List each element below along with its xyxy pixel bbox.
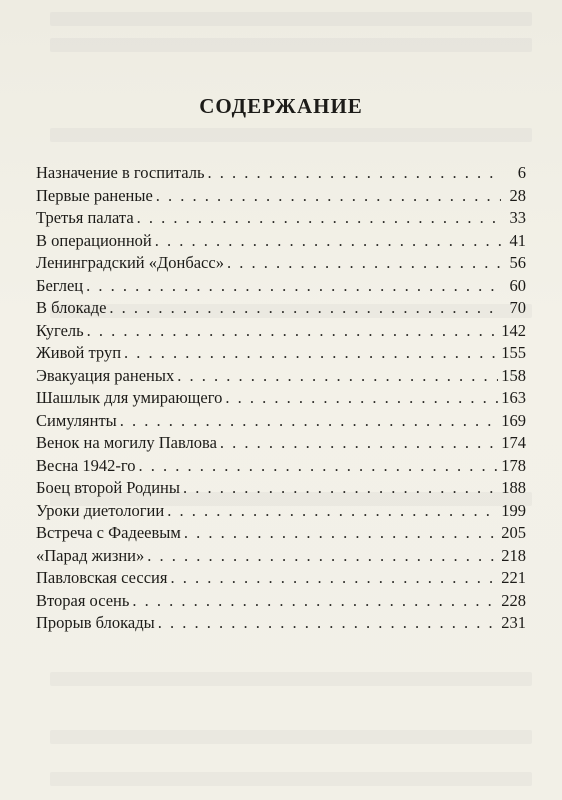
toc-entry-title: Венок на могилу Павлова xyxy=(36,433,217,452)
bleed-through-line xyxy=(50,730,532,744)
toc-entry-title: Первые раненые xyxy=(36,185,153,205)
toc-entry xyxy=(36,342,526,365)
toc-entry-page: 56 xyxy=(509,253,526,272)
toc-entry xyxy=(36,252,526,275)
toc-entry xyxy=(36,185,526,208)
toc-entry-page: 155 xyxy=(501,343,526,362)
toc-entry-title: Боец второй Родины xyxy=(36,478,180,497)
bleed-through-line xyxy=(50,772,532,786)
toc-entry-page: 221 xyxy=(501,568,526,587)
toc-entry-page: 178 xyxy=(501,455,526,475)
toc-entry-title: Уроки диетологии xyxy=(36,500,165,520)
toc-entry-page: 169 xyxy=(501,410,526,430)
toc-entry xyxy=(36,162,526,185)
toc-leader-dots xyxy=(87,320,499,343)
toc-entry xyxy=(36,477,526,500)
toc-entry xyxy=(36,500,526,523)
toc-entry-page: 60 xyxy=(509,275,526,295)
toc-entry xyxy=(36,387,526,410)
toc-entry-title: Беглец xyxy=(36,275,84,295)
toc-entry xyxy=(36,320,526,343)
toc-leader-dots xyxy=(208,162,501,185)
toc-entry-title: В операционной xyxy=(36,230,152,250)
toc-leader-dots xyxy=(109,297,501,320)
toc-entry-title: Весна 1942-го xyxy=(36,455,136,475)
toc-leader-dots xyxy=(138,455,498,478)
toc-entry-title: Назначение в госпиталь xyxy=(36,163,205,182)
toc-entry xyxy=(36,410,526,433)
toc-entry xyxy=(36,275,526,298)
toc-entry xyxy=(36,590,526,613)
toc-leader-dots xyxy=(156,185,501,208)
table-of-contents xyxy=(36,162,526,635)
toc-entry-page: 70 xyxy=(509,298,526,317)
toc-entry-page: 158 xyxy=(501,365,526,385)
bleed-through-line xyxy=(50,12,532,26)
toc-leader-dots xyxy=(137,207,501,230)
toc-entry-page: 228 xyxy=(501,590,526,610)
toc-leader-dots xyxy=(158,612,499,635)
toc-leader-dots xyxy=(155,230,501,253)
toc-entry xyxy=(36,365,526,388)
toc-entry-title: Шашлык для умирающего xyxy=(36,388,223,407)
toc-entry-page: 199 xyxy=(501,500,526,520)
bleed-through-line xyxy=(50,38,532,52)
toc-leader-dots xyxy=(120,410,498,433)
toc-entry-page: 142 xyxy=(501,320,526,340)
toc-leader-dots xyxy=(177,365,498,388)
toc-entry xyxy=(36,567,526,590)
toc-entry-title: Ленинградский «Донбасс» xyxy=(36,253,224,272)
toc-leader-dots xyxy=(225,387,498,410)
toc-entry xyxy=(36,207,526,230)
toc-entry xyxy=(36,522,526,545)
toc-entry-title: Павловская сессия xyxy=(36,568,168,587)
toc-leader-dots xyxy=(124,342,498,365)
toc-entry-page: 41 xyxy=(509,230,526,250)
toc-entry-page: 205 xyxy=(501,523,526,542)
toc-leader-dots xyxy=(132,590,498,613)
toc-entry-title: Симулянты xyxy=(36,410,117,430)
toc-entry-title: «Парад жизни» xyxy=(36,545,145,565)
toc-leader-dots xyxy=(227,252,501,275)
toc-entry xyxy=(36,545,526,568)
toc-entry-page: 163 xyxy=(501,388,526,407)
toc-entry-title: Встреча с Фадеевым xyxy=(36,523,181,542)
toc-leader-dots xyxy=(167,500,498,523)
toc-leader-dots xyxy=(184,522,498,545)
toc-leader-dots xyxy=(220,432,498,455)
toc-entry-page: 28 xyxy=(509,185,526,205)
toc-entry-title: Прорыв блокады xyxy=(36,613,155,632)
toc-entry-page: 188 xyxy=(501,478,526,497)
toc-leader-dots xyxy=(86,275,501,298)
toc-entry-page: 218 xyxy=(501,545,526,565)
toc-entry xyxy=(36,455,526,478)
toc-entry-page: 231 xyxy=(501,613,526,632)
toc-leader-dots xyxy=(170,567,498,590)
toc-entry-title: Живой труп xyxy=(36,343,122,362)
toc-entry-page: 33 xyxy=(509,208,526,227)
toc-leader-dots xyxy=(183,477,498,500)
toc-entry xyxy=(36,297,526,320)
toc-entry-title: В блокаде xyxy=(36,298,107,317)
toc-entry xyxy=(36,432,526,455)
toc-entry-title: Кугель xyxy=(36,320,84,340)
toc-entry-title: Третья палата xyxy=(36,208,134,227)
toc-heading: СОДЕРЖАНИЕ xyxy=(199,94,363,118)
toc-entry xyxy=(36,612,526,635)
bleed-through-line xyxy=(50,128,532,142)
toc-entry-title: Вторая осень xyxy=(36,590,130,610)
bleed-through-line xyxy=(50,672,532,686)
toc-entry-title: Эвакуация раненых xyxy=(36,365,175,385)
toc-entry xyxy=(36,230,526,253)
toc-entry-page: 6 xyxy=(517,163,526,182)
toc-entry-page: 174 xyxy=(501,433,526,452)
toc-leader-dots xyxy=(147,545,498,568)
